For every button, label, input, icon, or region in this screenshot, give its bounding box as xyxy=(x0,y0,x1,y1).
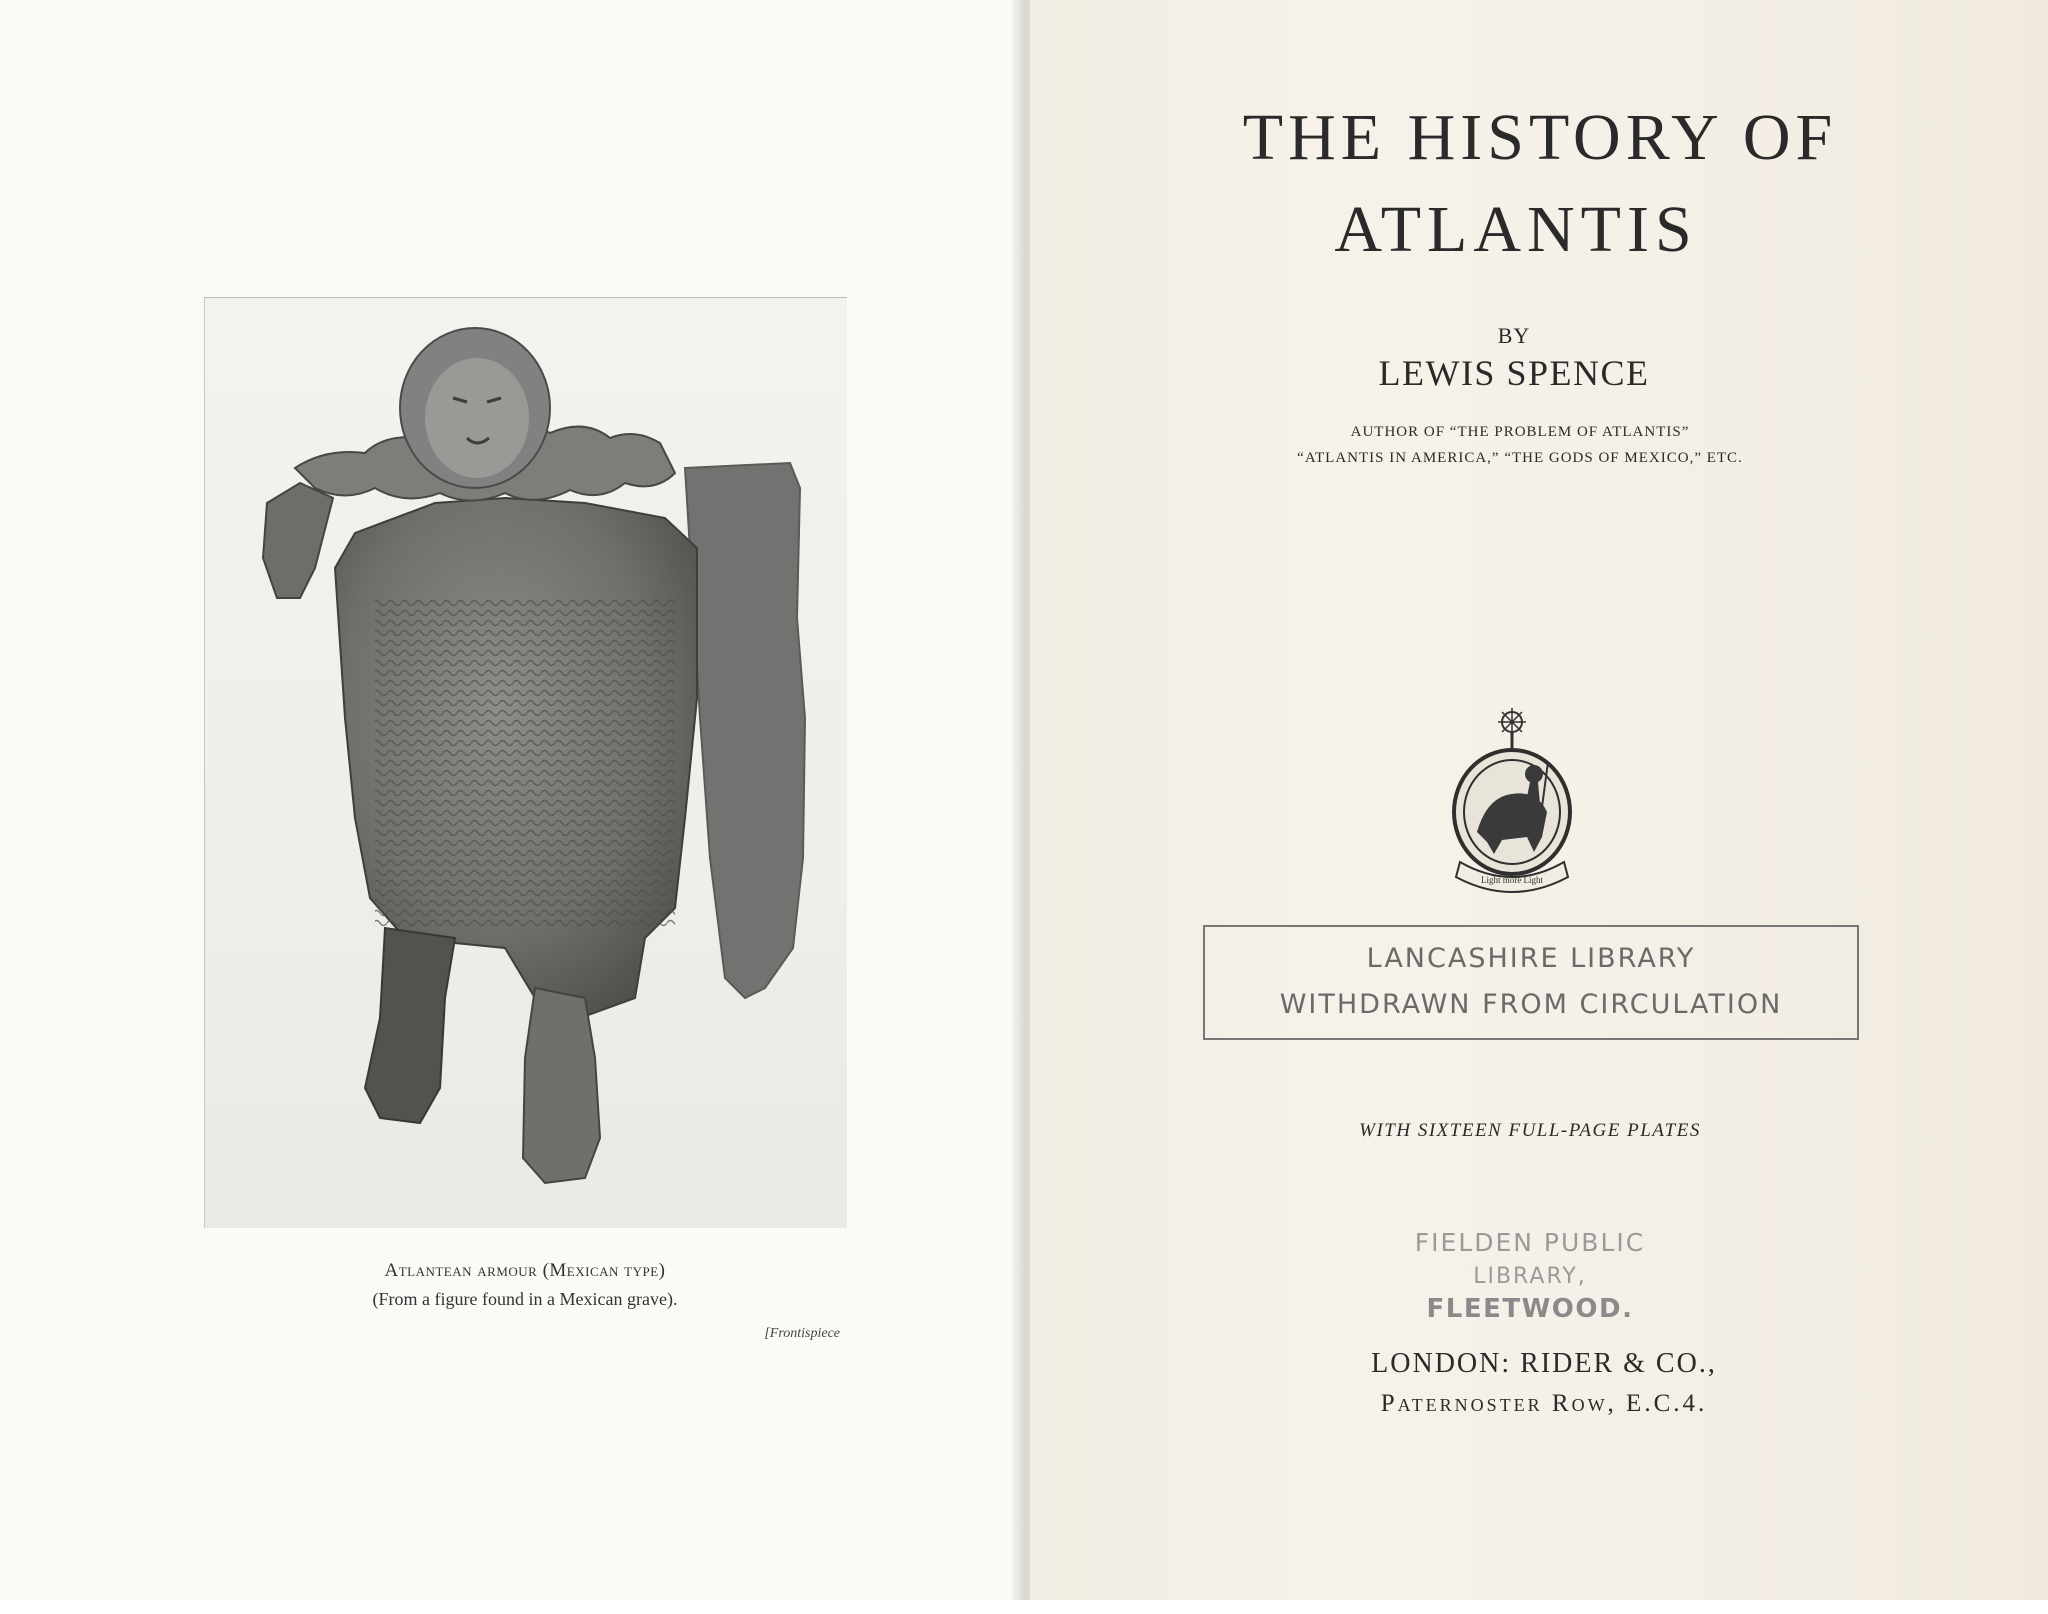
byline-label: BY xyxy=(1497,323,1531,348)
plates-note: WITH SIXTEEN FULL-PAGE PLATES xyxy=(1359,1120,1701,1141)
author-other-works-line1: AUTHOR OF “THE PROBLEM OF ATLANTIS” xyxy=(1350,424,1690,440)
frontispiece-caption-title: Atlantean armour (Mexican type) xyxy=(384,1260,666,1281)
ownership-stamp-line2: LIBRARY, xyxy=(1473,1264,1587,1289)
emblem-motto: Light more Light xyxy=(1481,875,1543,885)
book-title-line2: ATLANTIS xyxy=(1334,193,1698,266)
author-other-works-line2: “ATLANTIS IN AMERICA,” “THE GODS OF MEXICO,” ETC. xyxy=(1297,450,1743,466)
publisher-address: Paternoster Row, E.C.4. xyxy=(1380,1390,1708,1417)
frontispiece-label: [Frontispiece xyxy=(764,1326,840,1341)
frontispiece-photo xyxy=(204,297,847,1228)
publisher-name: LONDON: RIDER & CO., xyxy=(1371,1348,1717,1379)
author-name: LEWIS SPENCE xyxy=(1378,353,1650,393)
withdrawn-stamp-line1: LANCASHIRE LIBRARY xyxy=(1366,943,1696,974)
ownership-stamp-line1: FIELDEN PUBLIC xyxy=(1414,1228,1646,1257)
title-page xyxy=(1030,0,2048,1600)
frontispiece-page xyxy=(0,0,1018,1600)
ownership-stamp-line3: FLEETWOOD. xyxy=(1426,1294,1634,1324)
publisher-emblem-icon xyxy=(1442,702,1582,902)
withdrawn-stamp-line2: WITHDRAWN FROM CIRCULATION xyxy=(1279,989,1783,1020)
frontispiece-caption-source: (From a figure found in a Mexican grave). xyxy=(372,1289,678,1309)
armoured-figure-illustration xyxy=(205,298,847,1228)
withdrawn-stamp xyxy=(1203,925,1859,1040)
book-title-line1: THE HISTORY OF xyxy=(1242,101,1838,174)
